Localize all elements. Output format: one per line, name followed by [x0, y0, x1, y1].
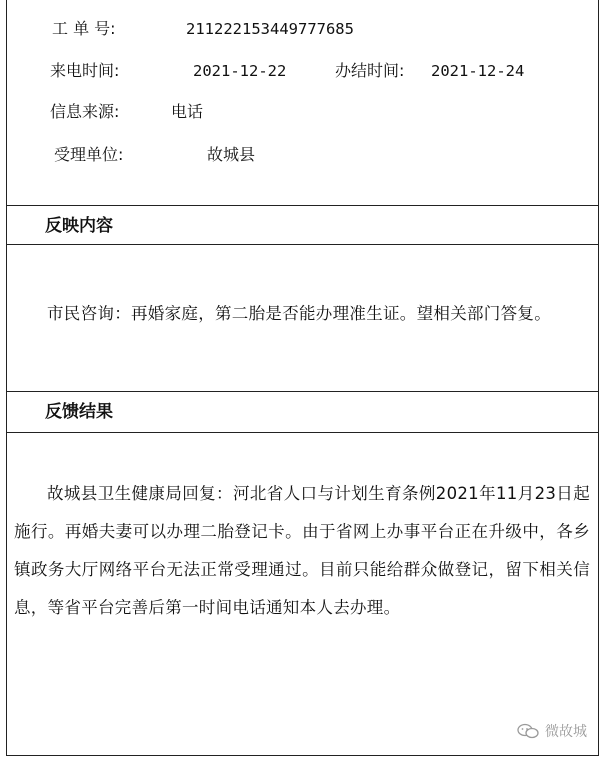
feedback-text: 故城县卫生健康局回复：河北省人口与计划生育条例2021年11月23日起施行。再婚夫妻可以办理二胎登记卡。由于省网上办事平台正在升级中，各乡镇政务大厅网络平台无法正常受理通过。目前只能给群众做登记，留下相关信息，等省平台完善后第一时间电话通知本人去办理。 — [14, 484, 590, 617]
info-source-value: 电话 — [171, 102, 204, 121]
handling-unit-value: 故城县 — [207, 145, 256, 164]
call-time-value: 2021-12-22 — [193, 62, 287, 80]
divider — [6, 432, 599, 433]
wechat-icon — [517, 723, 539, 739]
complaint-heading: 反映内容 — [45, 216, 113, 236]
watermark-text: 微故城 — [545, 724, 587, 740]
done-time-label: 办结时间: — [335, 61, 405, 80]
complaint-text: 市民咨询：再婚家庭，第二胎是否能办理准生证。望相关部门答复。 — [47, 304, 551, 323]
feedback-heading: 反馈结果 — [45, 402, 113, 422]
watermark — [517, 721, 587, 741]
divider — [6, 244, 599, 245]
divider — [6, 205, 599, 206]
done-time-value: 2021-12-24 — [431, 62, 525, 80]
info-source-label: 信息来源: — [50, 102, 120, 121]
handling-unit-label: 受理单位: — [54, 145, 124, 164]
ticket-number-value: 211222153449777685 — [186, 20, 354, 38]
ticket-number-label: 工 单 号: — [52, 19, 116, 38]
call-time-label: 来电时间: — [50, 61, 120, 80]
divider — [6, 391, 599, 392]
